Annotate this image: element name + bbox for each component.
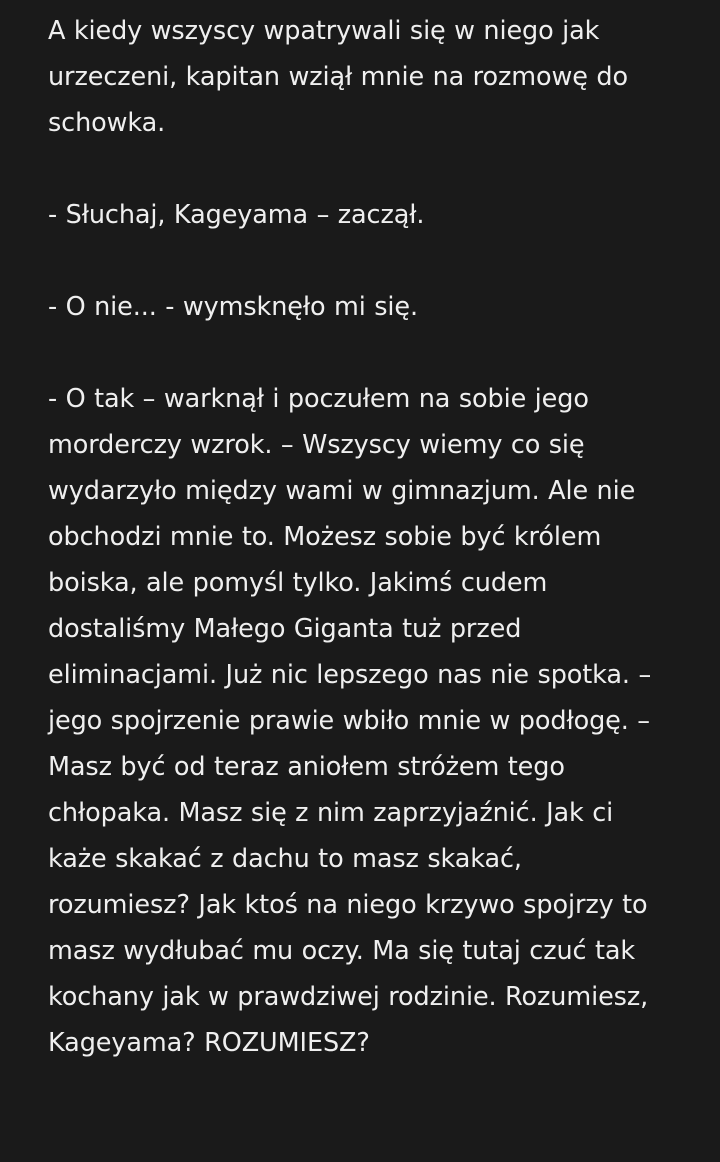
story-paragraph: - Słuchaj, Kageyama – zaczął. [48, 200, 425, 230]
story-paragraph: A kiedy wszyscy wpatrywali się w niego jak urzeczeni, kapitan wziął mnie na rozmowę do schowka. [48, 16, 628, 138]
story-paragraph: - O nie... - wymsknęło mi się. [48, 292, 418, 322]
story-paragraph: - O tak – warknął i poczułem na sobie jego morderczy wzrok. – Wszyscy wiemy co się wydarzyło między wami w gimnazjum. Ale nie obchodzi mnie to. Możesz sobie być królem boiska, ale pomyśl tylko. Jakimś cudem dostaliśmy Małego Giganta tuż przed eliminacjami. Już nic lepszego nas nie spotka. – jego spojrzenie prawie wbiło mnie w podłogę. – Masz być od teraz aniołem stróżem tego chłopaka. Masz się z nim zaprzyjaźnić. Jak ci każe skakać z dachu to masz skakać, rozumiesz? Jak ktoś na niego krzywo spojrzy to masz wydłubać mu oczy. Ma się tutaj czuć tak kochany jak w prawdziwej rodzinie. Rozumiesz, Kageyama? ROZUMIESZ? [48, 384, 652, 1058]
